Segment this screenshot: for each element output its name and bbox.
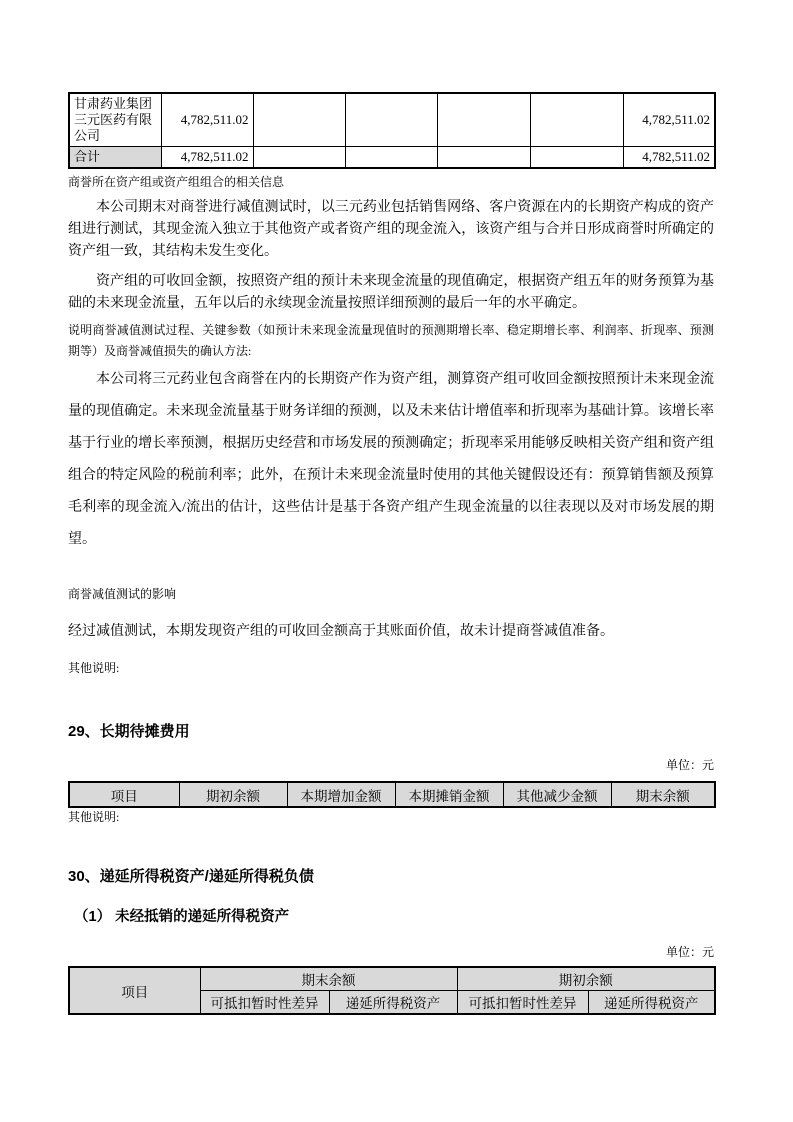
cell-total-amount-1: 4,782,511.02 <box>161 147 253 169</box>
cell-total-amount-2: 4,782,511.02 <box>623 147 715 169</box>
cell-total-label: 合计 <box>69 147 161 169</box>
header-amortization: 本期摊销金额 <box>395 782 503 807</box>
header-deferred-tax-asset-begin: 递延所得税资产 <box>588 991 715 1015</box>
asset-group-caption: 商誉所在资产组或资产组组合的相关信息 <box>68 175 285 189</box>
header-deductible-diff-end: 可抵扣暂时性差异 <box>200 991 329 1015</box>
goodwill-table <box>68 92 716 169</box>
unit-label-30: 单位：元 <box>665 945 714 959</box>
table-row-total <box>69 147 715 169</box>
header-deductible-diff-begin: 可抵扣暂时性差异 <box>457 991 588 1015</box>
paragraph-impairment-test: 本公司期末对商誉进行减值测试时，以三元药业包括销售网络、客户资源在内的长期资产构成的资产组进行测试，其现金流入独立于其他资产或者资产组的现金流入，该资产组与合并日形成商誉时所确定的资产组一致，其结构未发生变化。 <box>68 200 714 259</box>
header-item: 项目 <box>69 782 179 807</box>
cell-empty <box>530 147 623 169</box>
unit-label-29: 单位：元 <box>665 758 714 772</box>
cell-empty <box>253 147 345 169</box>
cell-entity-amount-2: 4,782,511.02 <box>623 93 715 147</box>
section-29-heading: 29、长期待摊费用 <box>68 723 190 740</box>
method-caption: 说明商誉减值测试过程、关键参数（如预计未来现金流量现值时的预测期增长率、稳定期增长率、利润率、折现率、预测期等）及商誉减值损失的确认方法: <box>68 323 714 358</box>
deferred-tax-asset-table <box>68 966 716 1015</box>
paragraph-recoverable-amount: 资产组的可收回金额，按照资产组的预计未来现金流量的现值确定，根据资产组五年的财务预算为基础的未来现金流量，五年以后的永续现金流量按照详细预测的最后一年的水平确定。 <box>68 274 714 311</box>
header-closing-balance-group: 期末余额 <box>200 967 457 991</box>
header-opening-balance-group: 期初余额 <box>457 967 715 991</box>
cell-empty <box>253 93 345 147</box>
section-30-1-subheading: （1） 未经抵销的递延所得税资产 <box>74 909 290 925</box>
cell-entity-amount-1: 4,782,511.02 <box>161 93 253 147</box>
cell-empty <box>345 147 437 169</box>
header-closing-balance: 期末余额 <box>611 782 715 807</box>
impact-text: 经过减值测试，本期发现资产组的可收回金额高于其账面价值，故未计提商誉减值准备。 <box>68 624 614 639</box>
other-note-1: 其他说明: <box>68 661 120 675</box>
header-other-decrease: 其他减少金额 <box>503 782 611 807</box>
table-header-row-groups <box>69 967 715 991</box>
table-row-entity <box>69 93 715 147</box>
impact-caption: 商誉减值测试的影响 <box>68 587 177 601</box>
header-increase: 本期增加金额 <box>287 782 395 807</box>
header-item: 项目 <box>69 967 200 1014</box>
table-header-row <box>69 782 715 807</box>
section-30-heading: 30、递延所得税资产/递延所得税负债 <box>68 868 314 885</box>
cell-empty <box>437 93 530 147</box>
header-deferred-tax-asset-end: 递延所得税资产 <box>329 991 457 1015</box>
header-opening-balance: 期初余额 <box>179 782 287 807</box>
cell-empty <box>345 93 437 147</box>
paragraph-method-detail: 本公司将三元药业包含商誉在内的长期资产作为资产组，测算资产组可收回金额按照预计未来现金流量的现值确定。未来现金流量基于财务详细的预测，以及未来估计增值率和折现率为基础计算。该增长率基于行业的增长率预测，根据历史经营和市场发展的预测确定；折现率采用能够反映相关资产组和资产组组合的特定风险的税前利率；此外，在预计未来现金流量时使用的其他关键假设还有：预算销售额及预算毛利率的现金流入/流出的估计，这些估计是基于各资产组产生现金流量的以往表现以及对市场发展的期望。 <box>68 372 714 547</box>
cell-empty <box>530 93 623 147</box>
long-term-deferred-expense-table <box>68 781 716 808</box>
cell-entity-name: 甘肃药业集团三元医药有限公司 <box>69 93 161 147</box>
other-note-2: 其他说明: <box>68 810 120 824</box>
cell-empty <box>437 147 530 169</box>
